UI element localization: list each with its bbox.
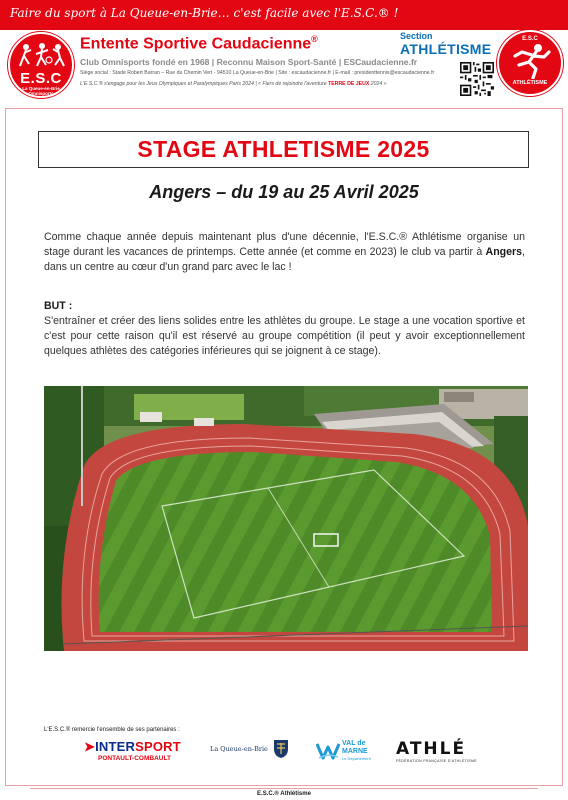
intro-city: Angers bbox=[485, 246, 523, 258]
esc-athletisme-logo bbox=[497, 30, 563, 96]
runner-icon bbox=[509, 43, 553, 79]
club-name-mark: ® bbox=[311, 34, 318, 44]
club-name bbox=[80, 34, 318, 53]
esc-omnisports-logo bbox=[8, 32, 74, 98]
terre-de-jeux-label: TERRE DE JEUX bbox=[328, 81, 370, 87]
qr-code-icon[interactable] bbox=[460, 62, 494, 96]
athle-sub: FÉDÉRATION FRANÇAISE D'ATHLÉTISME bbox=[396, 759, 477, 763]
stadium-photo bbox=[44, 386, 528, 651]
intersport-name-a: INTER bbox=[95, 739, 136, 754]
footer-divider bbox=[30, 788, 538, 789]
partners-label: L'E.S.C.® remercie l'ensemble de ses partenaires : bbox=[44, 727, 180, 733]
intersport-name bbox=[84, 739, 184, 755]
section-title: ATHLÉTISME bbox=[400, 41, 492, 57]
lqeb-name: La Queue-en-Brie bbox=[210, 745, 268, 753]
club-header bbox=[0, 30, 568, 102]
top-banner bbox=[0, 0, 568, 30]
club-name-text: Entente Sportive Caudacienne bbox=[80, 35, 312, 53]
val-de-marne-dept: Le Département bbox=[342, 756, 371, 761]
logo-left-town-name: La Queue-en-Brie bbox=[22, 86, 60, 91]
val-de-marne-logo[interactable] bbox=[316, 739, 378, 767]
banner-slogan: Faire du sport à La Queue-en-Brie… c'est facile avec l'E.S.C.® ! bbox=[10, 6, 399, 20]
intro-text-2: , dans un centre au cœur d'un grand parc avec le lac ! bbox=[44, 246, 525, 273]
page-title: STAGE ATHLETISME 2025 bbox=[137, 136, 430, 162]
club-info-line: Club Omnisports fondé en 1968 | Reconnu Maison Sport-Santé | ESCaudacienne.fr bbox=[80, 57, 418, 67]
engagement-end: 2024 » bbox=[370, 81, 387, 87]
logo-left-town-sub: Omnisports bbox=[28, 91, 54, 96]
intersport-name-b: SPORT bbox=[135, 739, 181, 754]
page-title-box bbox=[38, 131, 529, 168]
intersport-sub: PONTAULT-COMBAULT bbox=[98, 755, 171, 762]
footer-text: E.S.C.® Athlétisme bbox=[257, 791, 311, 797]
val-de-marne-line2: MARNE bbox=[342, 747, 368, 755]
but-paragraph: S'entraîner et créer des liens solides entre les athlètes du groupe. Le stage a une vocation sportive et c'est pour cette raison qu'il est réservé au groupe compétition (il peut y avoir exceptionnellement quelques athlètes des catégories inférieures qui se joignent à ce stage). bbox=[44, 315, 525, 357]
val-de-marne-name bbox=[342, 740, 368, 755]
section-label: Section bbox=[400, 31, 433, 41]
intro-paragraph bbox=[44, 230, 525, 275]
olympic-engagement bbox=[80, 81, 387, 87]
logo-right-esc: E.S.C bbox=[522, 36, 538, 42]
val-de-marne-icon bbox=[316, 741, 340, 761]
la-queue-en-brie-logo[interactable] bbox=[210, 739, 300, 767]
logo-right-athletisme: ATHLÉTISME bbox=[512, 80, 548, 86]
but-heading: BUT : bbox=[44, 300, 73, 312]
intersport-arrow-icon: ➤ bbox=[84, 739, 96, 754]
town-crest-icon bbox=[273, 739, 289, 759]
logo-left-town bbox=[10, 86, 72, 96]
athletes-silhouettes-icon bbox=[18, 42, 66, 68]
event-subtitle: Angers – du 19 au 25 Avril 2025 bbox=[149, 182, 419, 202]
club-address: Siège social : Stade Robert Barran – Rue du Chemin Vert - 94510 La Queue-en-Brie | Site : escaudacienne.fr | E-mail : presidenttennis@escaudacienne.fr bbox=[80, 70, 435, 76]
val-de-marne-line1: VAL de bbox=[342, 740, 366, 747]
engagement-text: L'E.S.C.® s'engage pour les Jeux Olympiques et Paralympiques Paris 2024 | « Fiers de rejoindre l'aventure bbox=[80, 81, 327, 87]
logo-left-esc: E.S.C bbox=[20, 70, 62, 87]
intro-text-1: Comme chaque année depuis maintenant plus d'une décennie, l'E.S.C.® Athlétisme organise un stage durant les vacances de printemps. Cette année (et comme en 2023) le club va partir à bbox=[44, 231, 525, 258]
athle-logo[interactable] bbox=[396, 739, 486, 767]
intersport-logo[interactable] bbox=[84, 739, 184, 767]
athle-name: ATHLÉ bbox=[396, 739, 467, 759]
